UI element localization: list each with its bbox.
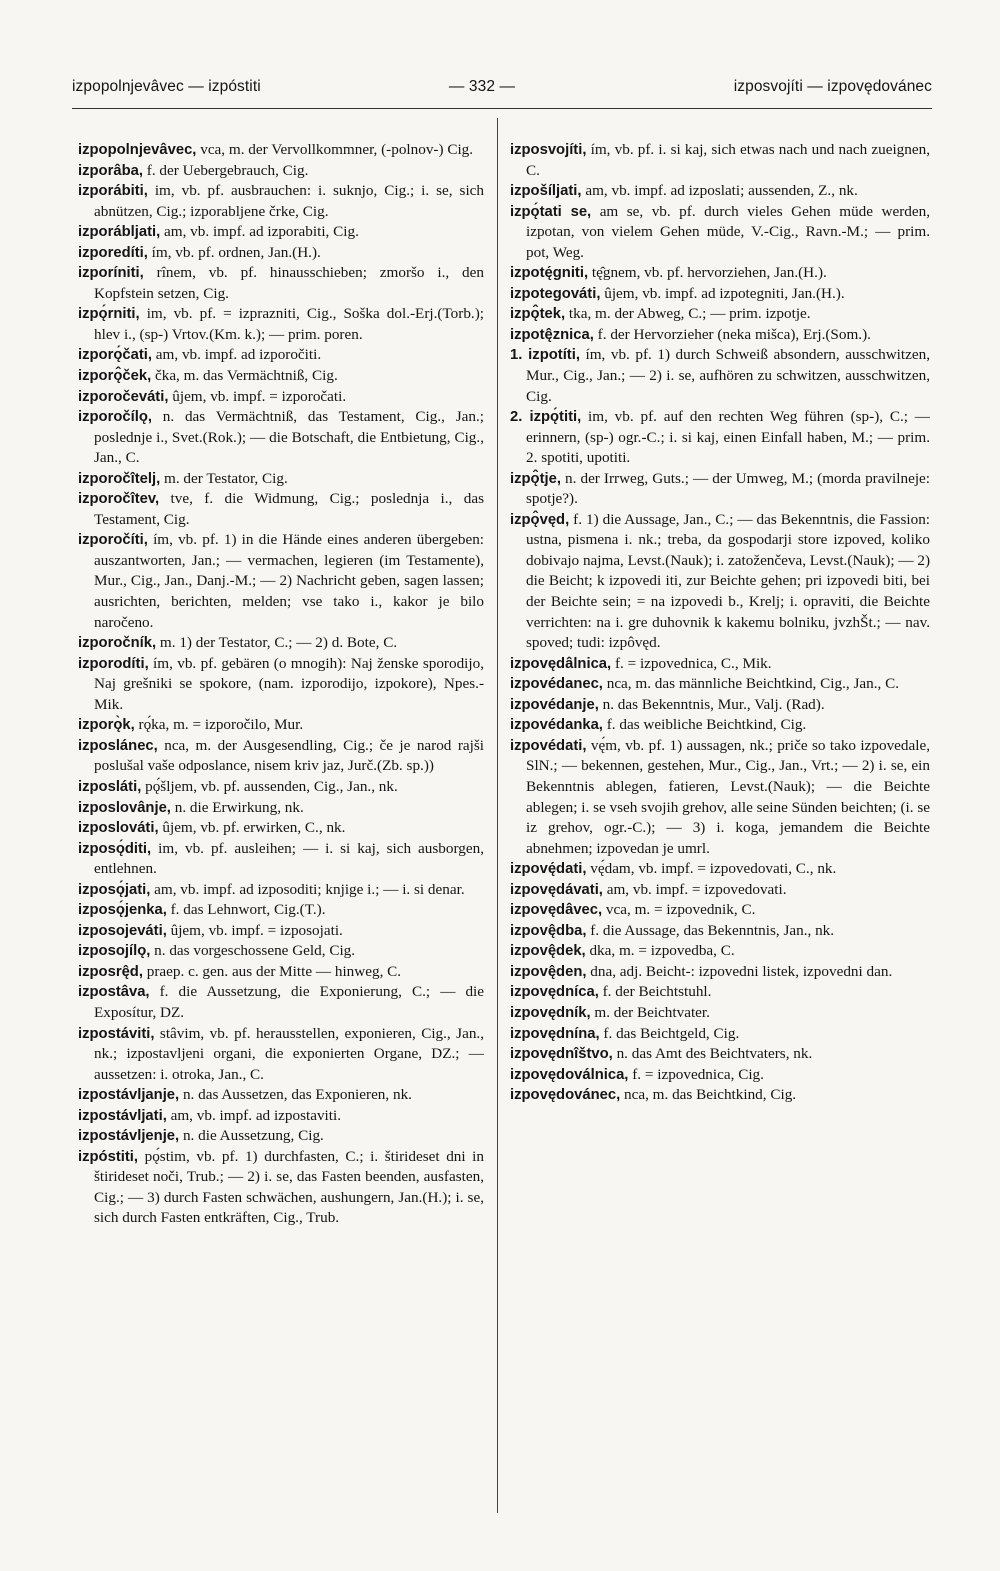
- dictionary-entry: [78, 798, 484, 819]
- entry-definition: f. die Aussetzung, die Exponierung, C.; — die Exposítur, DZ.: [94, 983, 484, 1021]
- entry-definition: am, vb. impf. ad izporabiti, Cig.: [164, 223, 359, 241]
- entry-headword: izpovę̂den,: [510, 963, 587, 980]
- entry-headword: izpovédati,: [510, 737, 587, 754]
- entry-definition: ím, vb. pf. 1) in die Hände eines anderen übergeben: auszantworten, Jan.; — vermachen, legieren (im Testamente), Mur., Cig., Jan., Danj.-M.; — 2) Nachricht geben, sagen lassen; ausrichten, berichten, melden; vse tako i., kakor je bilo naročeno.: [94, 531, 485, 631]
- dictionary-entry: [510, 1003, 930, 1024]
- entry-headword: izpǫ̂tje,: [510, 470, 561, 487]
- entry-definition: am, vb. impf. ad izposlati; aussenden, Z., nk.: [585, 182, 858, 200]
- entry-definition: ím, vb. pf. gebären (o mnogih): Naj ženske sporodijo, Naj grešniki se spokore, (nam. izporodijo, izpokore), Npes.-Mik.: [94, 654, 484, 713]
- entry-definition: ím, vb. pf. 1) durch Schweiß absondern, ausschwitzen, Mur., Cig., Jan.; — 2) i. se, aufhören zu schwitzen, ausschwitzen, Cig.: [526, 346, 930, 405]
- dictionary-entry: [510, 263, 930, 284]
- entry-definition: im, vb. pf. = izprazniti, Cig., Soška dol.-Erj.(Torb.); hlev i., (sp-) Vrtov.(Km. k.); — prim. poren.: [94, 305, 485, 343]
- dictionary-entry: [78, 469, 484, 490]
- entry-definition: n. die Erwirkung, nk.: [174, 798, 304, 816]
- entry-headword: izpošíljati,: [510, 183, 582, 200]
- entry-definition: pǫ́šljem, vb. pf. aussenden, Cig., Jan., nk.: [145, 777, 398, 795]
- dictionary-entry: [78, 839, 484, 880]
- entry-definition: am, vb. impf. = izpovedovati.: [606, 880, 787, 898]
- entry-definition: f. das Lehnwort, Cig.(T.).: [170, 901, 326, 919]
- dictionary-entry: [78, 654, 484, 716]
- entry-headword: izpotę̂znica,: [510, 326, 594, 343]
- entry-headword: izposojílǫ,: [78, 943, 151, 960]
- entry-headword: izpǫ́tati se,: [510, 203, 592, 220]
- dictionary-entry: [510, 1024, 930, 1045]
- entry-definition: ím, vb. pf. ordnen, Jan.(H.).: [151, 243, 321, 261]
- entry-headword: izposǫ́jenka,: [78, 902, 167, 919]
- entry-definition: vę́m, vb. pf. 1) aussagen, nk.; priče so tako izpovedale, SlN.; — bekennen, gestehen, Mur., Cig., Jan., Vrt.; — 2) i. se, ein Bekenntnis ablegen, fatieren, Levst.(Nauk); — die Beichte ablegen; i. se vseh svojih grehov, alle seine Sünden beichten; (i. se iz grehov, ogr.-C.); — 3) i. koga, jemandem die Beichte abnehmen; izpovedan je umrl.: [526, 736, 931, 857]
- dictionary-entry: [78, 962, 484, 983]
- dictionary-entry: [78, 181, 484, 222]
- entry-definition: n. der Irrweg, Guts.; — der Umweg, M.; (morda pravilneje: spotje?).: [526, 469, 931, 508]
- entry-definition: vca, m. der Vervollkommner, (-polnov-) Cig.: [200, 141, 474, 158]
- entry-definition: vca, m. = izpovednik, C.: [605, 901, 756, 919]
- dictionary-entry: [510, 859, 930, 880]
- entry-headword: izpovędoválnica,: [510, 1066, 629, 1083]
- dictionary-entry: [510, 469, 930, 510]
- entry-headword: izpovę́dati,: [510, 861, 587, 878]
- dictionary-entry: [78, 777, 484, 798]
- entry-definition: pǫ́stim, vb. pf. 1) durchfasten, C.; i. štirideset dni in štirideset noči, Trub.; — 2) i. se, das Fasten beenden, ausfasten, Cig.; — 3) durch Fasten schwächen, aushungern, Jan.(H.); i. se, sich durch Fasten entkräften, Cig., Trub.: [94, 1147, 484, 1227]
- entry-definition: nca, m. das Beichtkind, Cig.: [624, 1086, 797, 1104]
- entry-headword: izpovę̂dba,: [510, 922, 587, 939]
- entry-headword: izpǫ́rniti,: [78, 306, 140, 323]
- entry-definition: im, vb. pf. ausleihen; — i. si kaj, sich ausborgen, entlehnen.: [94, 839, 484, 878]
- dictionary-entry: [510, 654, 930, 675]
- entry-headword: izpovędávati,: [510, 881, 603, 898]
- entry-headword: izposrę̂d,: [78, 963, 143, 980]
- entry-definition: f. = izpovednica, C., Mik.: [614, 654, 772, 672]
- dictionary-entry: [78, 1106, 484, 1127]
- entry-headword: izporočílǫ,: [78, 409, 152, 426]
- dictionary-entry: [78, 243, 484, 264]
- entry-headword: izporábiti,: [78, 183, 148, 200]
- dictionary-entry: [510, 510, 930, 654]
- dictionary-entry: [510, 1065, 930, 1086]
- left-column: [78, 140, 484, 1229]
- dictionary-entry: [510, 941, 930, 962]
- entry-headword: izporíniti,: [78, 265, 144, 282]
- entry-definition: ûjem, vb. pf. erwirken, C., nk.: [162, 819, 346, 837]
- entry-headword: izpovędnîštvo,: [510, 1046, 613, 1063]
- dictionary-entry: [510, 202, 930, 264]
- header-rule: [72, 108, 932, 109]
- entry-definition: ûjem, vb. impf. = izporočati.: [172, 387, 347, 405]
- entry-definition: vę́dam, vb. impf. = izpovedovati, C., nk.: [590, 860, 837, 878]
- entry-definition: im, vb. pf. auf den rechten Weg führen (sp-), C.; — erinnern, (sp-) ogr.-C.; i. si kaj, einen Einfall haben, M.; — prim. 2. spotiti, upotiti.: [526, 408, 930, 467]
- entry-definition: ûjem, vb. impf. = izposojati.: [170, 921, 343, 939]
- dictionary-entry: [78, 941, 484, 962]
- entry-headword: izpovędâlnica,: [510, 655, 612, 672]
- entry-headword: izporočîtev,: [78, 491, 160, 508]
- dictionary-entry: [510, 325, 930, 346]
- entry-definition: ím, vb. pf. i. si kaj, sich etwas nach und nach zueignen, C.: [526, 141, 930, 179]
- dictionary-entry: [510, 880, 930, 901]
- entry-definition: rînem, vb. pf. hinausschieben; zmoršo i., den Kopfstein setzen, Cig.: [94, 264, 484, 302]
- dictionary-entry: [78, 736, 484, 777]
- entry-headword: izpovędnína,: [510, 1025, 600, 1042]
- entry-headword: izpostâva,: [78, 984, 150, 1001]
- page-number: — 332 —: [448, 78, 516, 95]
- header-right-guideword: izposvojíti — izpovędovánec: [733, 78, 932, 95]
- entry-definition: f. die Aussage, das Bekenntnis, Jan., nk.: [590, 921, 835, 939]
- entry-definition: f. der Hervorzieher (neka mišca), Erj.(Som.).: [597, 325, 871, 343]
- dictionary-entry: [510, 982, 930, 1003]
- entry-headword: izporočíti,: [78, 532, 148, 549]
- dictionary-entry: [510, 345, 930, 407]
- dictionary-entry: [78, 140, 484, 161]
- entry-definition: n. die Aussetzung, Cig.: [182, 1127, 324, 1145]
- entry-headword: izpostávljati,: [78, 1107, 167, 1124]
- entry-definition: tve, f. die Widmung, Cig.; poslednja i., das Testament, Cig.: [94, 490, 485, 528]
- column-divider: [497, 118, 498, 1513]
- dictionary-entry: [78, 407, 484, 469]
- entry-headword: izporǫ̂ček,: [78, 368, 152, 385]
- entry-definition: n. das Amt des Beichtvaters, nk.: [616, 1045, 813, 1063]
- dictionary-entry: [510, 1044, 930, 1065]
- dictionary-entry: [78, 921, 484, 942]
- entry-definition: tka, m. der Abweg, C.; — prim. izpotje.: [568, 305, 811, 323]
- dictionary-entry: [78, 366, 484, 387]
- entry-definition: tę̂gnem, vb. pf. hervorziehen, Jan.(H.).: [591, 264, 827, 282]
- right-column: [510, 140, 930, 1106]
- entry-headword: izporodíti,: [78, 655, 149, 672]
- entry-definition: čka, m. das Vermächtniß, Cig.: [154, 367, 338, 385]
- dictionary-entry: [510, 695, 930, 716]
- entry-definition: stâvim, vb. pf. herausstellen, exponieren, Cig., Jan., nk.; izpostavljeni organi, die exponierten Organe, DZ.; — aussetzen: i. otroka, Jan., C.: [94, 1024, 485, 1083]
- dictionary-entry: [78, 900, 484, 921]
- entry-definition: f. der Uebergebrauch, Cig.: [146, 161, 309, 179]
- dictionary-entry: [510, 921, 930, 942]
- entry-headword: 1. izpotíti,: [510, 347, 580, 364]
- entry-headword: izpovędovánec,: [510, 1087, 621, 1104]
- entry-definition: f. das weibliche Beichtkind, Cig.: [606, 716, 807, 734]
- entry-headword: izposǫ́jati,: [78, 881, 151, 898]
- dictionary-entry: [78, 633, 484, 654]
- dictionary-entry: [510, 962, 930, 983]
- entry-headword: 2. izpǫ́titi,: [510, 409, 582, 426]
- entry-headword: izporočeváti,: [78, 388, 169, 405]
- entry-headword: izposvojíti,: [510, 142, 587, 158]
- dictionary-entry: [510, 715, 930, 736]
- entry-definition: rǫ́ka, m. = izporočilo, Mur.: [138, 716, 304, 734]
- dictionary-entry: [510, 674, 930, 695]
- entry-definition: dna, adj. Beicht-: izpovedni listek, izpovedni dan.: [590, 962, 893, 980]
- dictionary-entry: [510, 736, 930, 859]
- entry-definition: am, vb. impf. ad izposoditi; knjige i.; — i. si denar.: [154, 880, 465, 898]
- entry-headword: izpotę́gniti,: [510, 265, 589, 282]
- entry-headword: izporǫ̀k,: [78, 717, 135, 734]
- entry-headword: izposlováti,: [78, 820, 159, 837]
- entry-headword: izpovę̂dek,: [510, 943, 586, 960]
- entry-headword: izpóstiti,: [78, 1148, 139, 1165]
- entry-definition: am, vb. impf. ad izporočiti.: [155, 346, 322, 364]
- entry-headword: izpovédanka,: [510, 717, 603, 734]
- entry-headword: izposojeváti,: [78, 922, 167, 939]
- dictionary-entry: [510, 900, 930, 921]
- entry-definition: n. das vorgeschossene Geld, Cig.: [154, 942, 356, 960]
- entry-headword: izposlánec,: [78, 737, 158, 754]
- dictionary-entry: [78, 1126, 484, 1147]
- entry-definition: am se, vb. pf. durch vieles Gehen müde werden, izpotan, von vielem Gehen müde, V.-Cig., Ravn.-M.; — prim. pot, Weg.: [526, 202, 931, 261]
- dictionary-entry: [78, 263, 484, 304]
- dictionary-entry: [78, 1147, 484, 1229]
- entry-definition: m. der Beichtvater.: [594, 1003, 710, 1021]
- entry-headword: izporábljati,: [78, 224, 161, 241]
- entry-definition: dka, m. = izpovedba, C.: [589, 942, 735, 960]
- entry-definition: n. das Aussetzen, das Exponieren, nk.: [182, 1086, 412, 1104]
- entry-headword: izposlovânje,: [78, 799, 171, 816]
- entry-headword: izpǫ̂vęd,: [510, 511, 570, 528]
- dictionary-entry: [78, 982, 484, 1023]
- entry-headword: izporočîtelj,: [78, 470, 161, 487]
- entry-headword: izpovédanje,: [510, 696, 599, 713]
- entry-definition: nca, m. der Ausgesendling, Cig.; če je narod rajši poslušal vaše odposlance, nisem kriv jaz, Jurč.(Zb. sp.)): [94, 736, 484, 775]
- entry-definition: n. das Vermächtniß, das Testament, Cig., Jan.; poslednje i., Svet.(Rok.); — die Botschaft, die Entbietung, Cig., Jan., C.: [94, 408, 484, 467]
- dictionary-entry: [510, 304, 930, 325]
- entry-definition: f. das Beichtgeld, Cig.: [603, 1024, 740, 1042]
- entry-definition: praep. c. gen. aus der Mitte — hinweg, C.: [146, 962, 402, 980]
- entry-headword: izporočník,: [78, 635, 157, 652]
- dictionary-entry: [78, 880, 484, 901]
- dictionary-entry: [510, 181, 930, 202]
- dictionary-entry: [510, 1085, 930, 1106]
- entry-headword: izpostávljanje,: [78, 1087, 180, 1104]
- dictionary-entry: [510, 284, 930, 305]
- dictionary-entry: [510, 407, 930, 469]
- entry-definition: am, vb. impf. ad izpostaviti.: [170, 1106, 342, 1124]
- header-left-guideword: izpopolnjevâvec — izpóstiti: [72, 78, 261, 95]
- dictionary-entry: [78, 1085, 484, 1106]
- entry-headword: izposláti,: [78, 778, 142, 795]
- entry-definition: f. der Beichtstuhl.: [602, 983, 712, 1001]
- entry-definition: f. = izpovednica, Cig.: [632, 1065, 764, 1083]
- dictionary-entry: [510, 140, 930, 181]
- entry-definition: f. 1) die Aussage, Jan., C.; — das Bekenntnis, die Fassion: ustna, pismena i. nk.; treba, da gospodarji store izpoved, koliko dobivajo najma, Levst.(Nauk); i. zatoženčeva, Levst.(Nauk); — 2) die Beicht; k izpovedi iti, zur Beichte gehen; pri izpovedi biti, bei der Beichte sein; = na izpovedi b., Krelj; i. opraviti, die Beichte verrichten: na i. gre duhovnik k kakemu bolniku, jvzhŠt.; — nav. spoved; tudi: izpôvęd.: [526, 510, 931, 652]
- page-header: [72, 78, 932, 96]
- dictionary-entry: [78, 818, 484, 839]
- entry-definition: m. der Testator, Cig.: [164, 469, 288, 487]
- dictionary-entry: [78, 715, 484, 736]
- entry-headword: izpopolnjevâvec,: [78, 142, 197, 158]
- dictionary-entry: [78, 304, 484, 345]
- dictionary-entry: [78, 387, 484, 408]
- entry-headword: izporâba,: [78, 162, 143, 179]
- entry-headword: izpostávljenje,: [78, 1128, 180, 1145]
- dictionary-entry: [78, 530, 484, 633]
- entry-headword: izpovędâvec,: [510, 902, 603, 919]
- dictionary-entry: [78, 489, 484, 530]
- entry-definition: n. das Bekenntnis, Mur., Valj. (Rad).: [602, 695, 825, 713]
- dictionary-entry: [78, 161, 484, 182]
- entry-definition: im, vb. pf. ausbrauchen: i. suknjo, Cig.; i. se, sich abnützen, Cig.; izporabljene črke, Cig.: [94, 182, 484, 220]
- entry-headword: izpovędníca,: [510, 984, 599, 1001]
- entry-definition: m. 1) der Testator, C.; — 2) d. Bote, C.: [159, 634, 398, 652]
- entry-headword: izporǫ́čati,: [78, 347, 152, 364]
- entry-headword: izpovédanec,: [510, 676, 603, 693]
- entry-headword: izpovędník,: [510, 1004, 591, 1021]
- entry-headword: izposǫ́diti,: [78, 840, 152, 857]
- entry-headword: izpotegováti,: [510, 285, 601, 302]
- entry-definition: nca, m. das männliche Beichtkind, Cig., Jan., C.: [606, 675, 900, 693]
- dictionary-entry: [78, 222, 484, 243]
- entry-headword: izporedíti,: [78, 244, 148, 261]
- entry-definition: ûjem, vb. impf. ad izpotegniti, Jan.(H.).: [604, 284, 845, 302]
- dictionary-entry: [78, 345, 484, 366]
- entry-headword: izpǫ̂tek,: [510, 306, 566, 323]
- entry-headword: izpostáviti,: [78, 1025, 155, 1042]
- dictionary-entry: [78, 1024, 484, 1086]
